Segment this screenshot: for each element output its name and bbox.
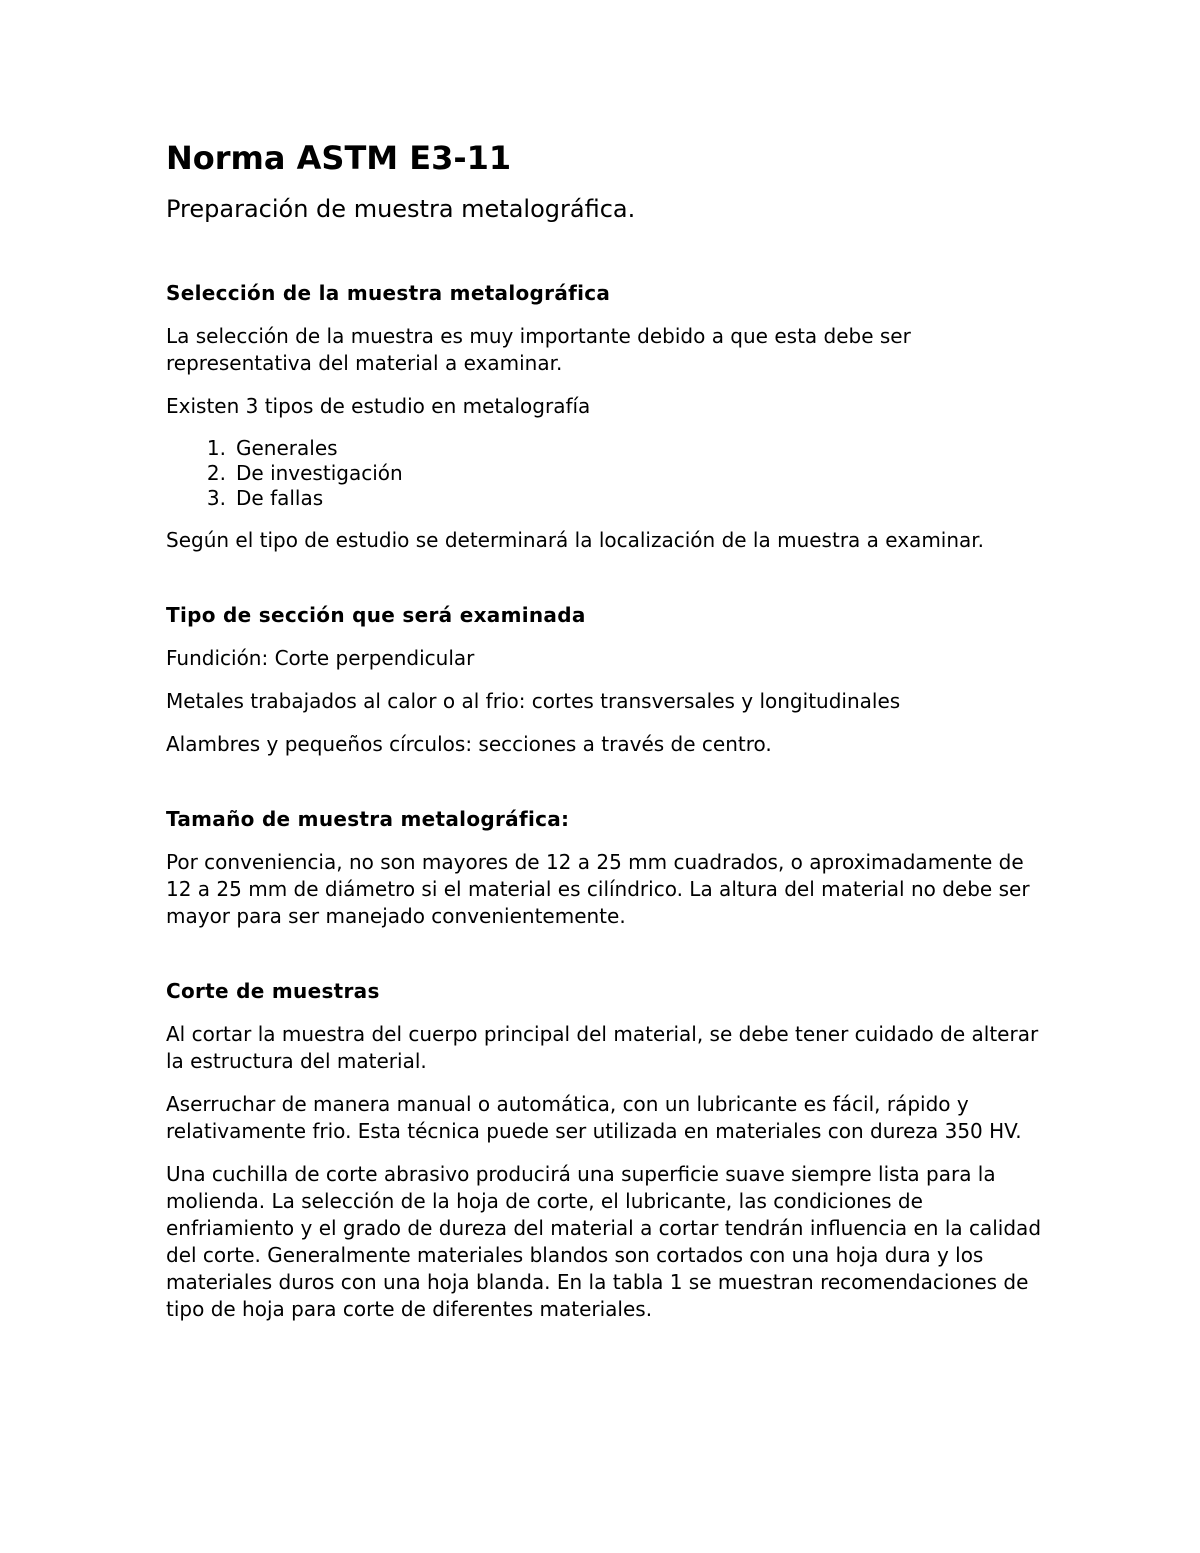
- paragraph: Alambres y pequeños círculos: secciones a través de centro.: [166, 732, 772, 756]
- paragraph: Según el tipo de estudio se determinará la localización de la muestra a examinar.: [166, 528, 985, 552]
- paragraph: Por conveniencia, no son mayores de 12 a 25 mm cuadrados, o aproximadamente de 12 a 25 mm de diámetro si el material es cilíndrico. La altura del material no debe ser mayor para ser manejado convenientemente.: [166, 850, 1030, 928]
- section-corte: [166, 977, 1050, 1323]
- paragraph: Fundición: Corte perpendicular: [166, 646, 475, 670]
- list-number: 1.: [206, 436, 226, 460]
- list-number: 3.: [206, 486, 226, 510]
- list-text: De fallas: [236, 486, 324, 510]
- list-text: De investigación: [236, 461, 403, 485]
- study-types-list: [166, 436, 1050, 511]
- paragraph: Al cortar la muestra del cuerpo principal del material, se debe tener cuidado de alterar la estructura del material.: [166, 1022, 1039, 1073]
- paragraph: Existen 3 tipos de estudio en metalografía: [166, 394, 591, 418]
- paragraph: Aserruchar de manera manual o automática, con un lubricante es fácil, rápido y relativamente frio. Esta técnica puede ser utilizada en materiales con dureza 350 HV.: [166, 1092, 1022, 1143]
- list-number: 2.: [206, 461, 226, 485]
- section-heading: Corte de muestras: [166, 979, 380, 1003]
- section-heading: Tamaño de muestra metalográfica:: [166, 807, 570, 831]
- section-heading: Tipo de sección que será examinada: [166, 603, 586, 627]
- list-text: Generales: [236, 436, 338, 460]
- list-item: [166, 486, 1050, 511]
- section-tipo-seccion: [166, 601, 1050, 758]
- section-tamano: [166, 805, 1050, 930]
- section-seleccion: [166, 279, 1050, 554]
- document-title: Norma ASTM E3-11: [166, 139, 512, 177]
- paragraph: La selección de la muestra es muy importante debido a que esta debe ser representativa del material a examinar.: [166, 324, 911, 375]
- paragraph: Una cuchilla de corte abrasivo producirá una superficie suave siempre lista para la molienda. La selección de la hoja de corte, el lubricante, las condiciones de enfriamiento y el grado de dureza del material a cortar tendrán influencia en la calidad del corte. Generalmente materiales blandos son cortados con una hoja dura y los materiales duros con una hoja blanda. En la tabla 1 se muestran recomendaciones de tipo de hoja para corte de diferentes materiales.: [166, 1162, 1042, 1321]
- document-subtitle: Preparación de muestra metalográfica.: [166, 195, 636, 223]
- paragraph: Metales trabajados al calor o al frio: cortes transversales y longitudinales: [166, 689, 901, 713]
- list-item: [166, 461, 1050, 486]
- section-heading: Selección de la muestra metalográfica: [166, 281, 611, 305]
- list-item: [166, 436, 1050, 461]
